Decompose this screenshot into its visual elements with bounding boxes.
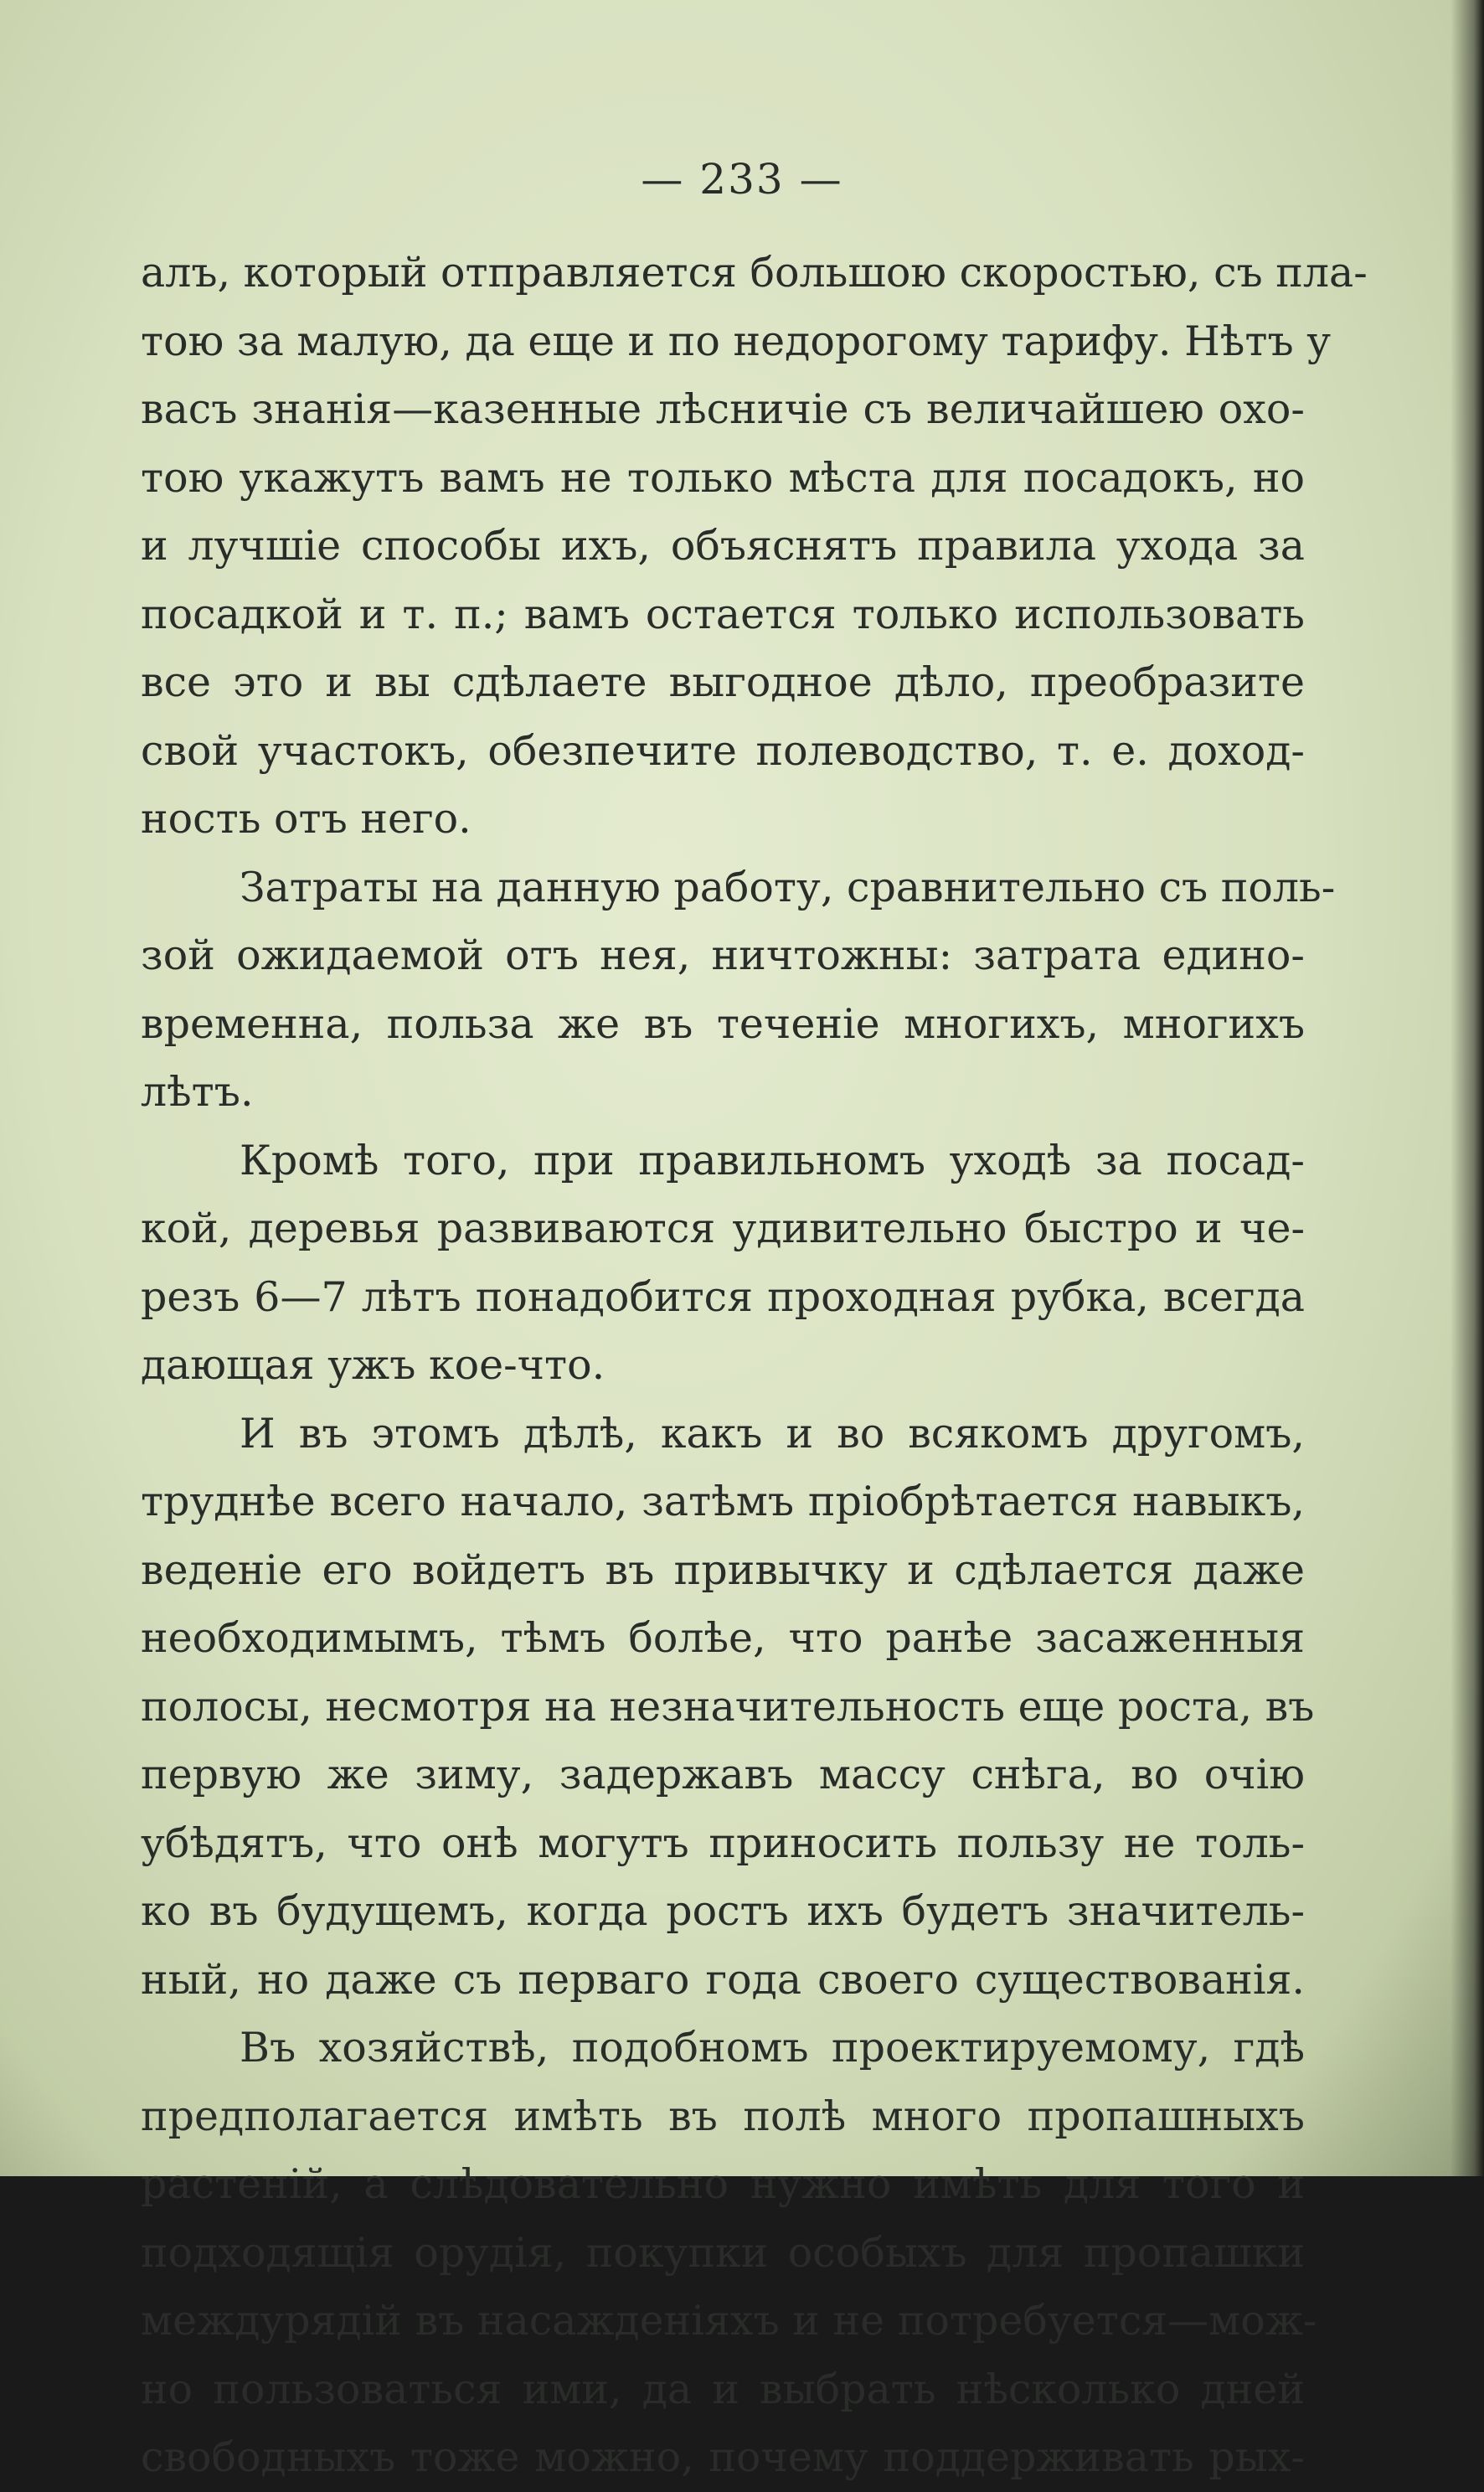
text-line: все это и вы сдѣлаете выгодное дѣло, преобразите [141, 658, 1305, 706]
text-line: дающая ужъ кое-что. [141, 1341, 605, 1389]
text-line: свободныхъ тоже можно, почему поддерживать рых- [141, 2433, 1305, 2481]
body-text [141, 239, 1368, 2492]
text-line: труднѣе всего начало, затѣмъ пріобрѣтается навыкъ, [141, 1478, 1305, 1525]
text-line: кой, деревья развиваются удивительно быстро и че- [141, 1205, 1305, 1252]
text-line: лѣтъ. [141, 1068, 254, 1116]
text-line: первую же зиму, задержавъ массу снѣга, во очію [141, 1751, 1305, 1798]
text-line: тою за малую, да еще и по недорогому тарифу. Нѣтъ у [141, 317, 1332, 365]
text-line: веденіе его войдетъ въ привычку и сдѣлается даже [141, 1545, 1305, 1594]
page-number: — 233 — [641, 155, 843, 204]
text-line: И въ этомъ дѣлѣ, какъ и во всякомъ другомъ, [240, 1409, 1305, 1458]
text-line: ность отъ него. [141, 795, 471, 843]
paragraph [141, 854, 1336, 1127]
text-line: Въ хозяйствѣ, подобномъ проектируемому, гдѣ [240, 2024, 1305, 2072]
text-line: полосы, несмотря на незначительность еще роста, въ [141, 1682, 1315, 1731]
text-line: Затраты на данную работу, сравнительно съ поль- [240, 863, 1336, 911]
text-line: посадкой и т. п.; вамъ остается только использовать [141, 590, 1305, 638]
text-line: зой ожидаемой отъ нея, ничтожны: затрата едино- [141, 931, 1305, 979]
paragraph [141, 2014, 1317, 2492]
text-line: свой участокъ, обезпечите полеводство, т. е. доход- [141, 726, 1305, 775]
paragraph [141, 239, 1368, 854]
text-line: междурядій въ насажденіяхъ и не потребуется—мож- [141, 2297, 1317, 2345]
page-edge-shadow [1451, 0, 1484, 2176]
text-line: васъ знанія—казенные лѣсничіе съ величайшею охо- [141, 385, 1305, 433]
text-line: ный, но даже съ перваго года своего существованія. [141, 1955, 1305, 2004]
text-line: алъ, который отправляется большою скоростью, съ пла- [141, 249, 1368, 297]
text-line: предполагается имѣть въ полѣ много пропашныхъ [141, 2092, 1305, 2140]
text-line: Кромѣ того, при правильномъ уходѣ за посад- [240, 1136, 1305, 1184]
text-line: подходящія орудія, покупки особыхъ для пропашки [141, 2228, 1305, 2277]
text-line: резъ 6—7 лѣтъ понадобится проходная рубка, всегда [141, 1272, 1305, 1321]
text-line: тою укажутъ вамъ не только мѣста для посадокъ, но [141, 453, 1305, 502]
text-line: временна, польза же въ теченіе многихъ, многихъ [141, 999, 1305, 1048]
text-line: ко въ будущемъ, когда ростъ ихъ будетъ значитель- [141, 1887, 1305, 1935]
text-line: и лучшіе способы ихъ, объяснятъ правила ухода за [141, 522, 1305, 570]
text-line: растеній, а слѣдовательно нужно имѣть для того и [141, 2160, 1305, 2208]
text-line: но пользоваться ими, да и выбрать нѣсколько дней [141, 2365, 1305, 2413]
paragraph [141, 1127, 1305, 1400]
paragraph [141, 1400, 1315, 2015]
text-line: убѣдятъ, что онѣ могутъ приносить пользу не толь- [141, 1819, 1305, 1867]
text-line: необходимымъ, тѣмъ болѣе, что ранѣе засаженныя [141, 1614, 1305, 1662]
